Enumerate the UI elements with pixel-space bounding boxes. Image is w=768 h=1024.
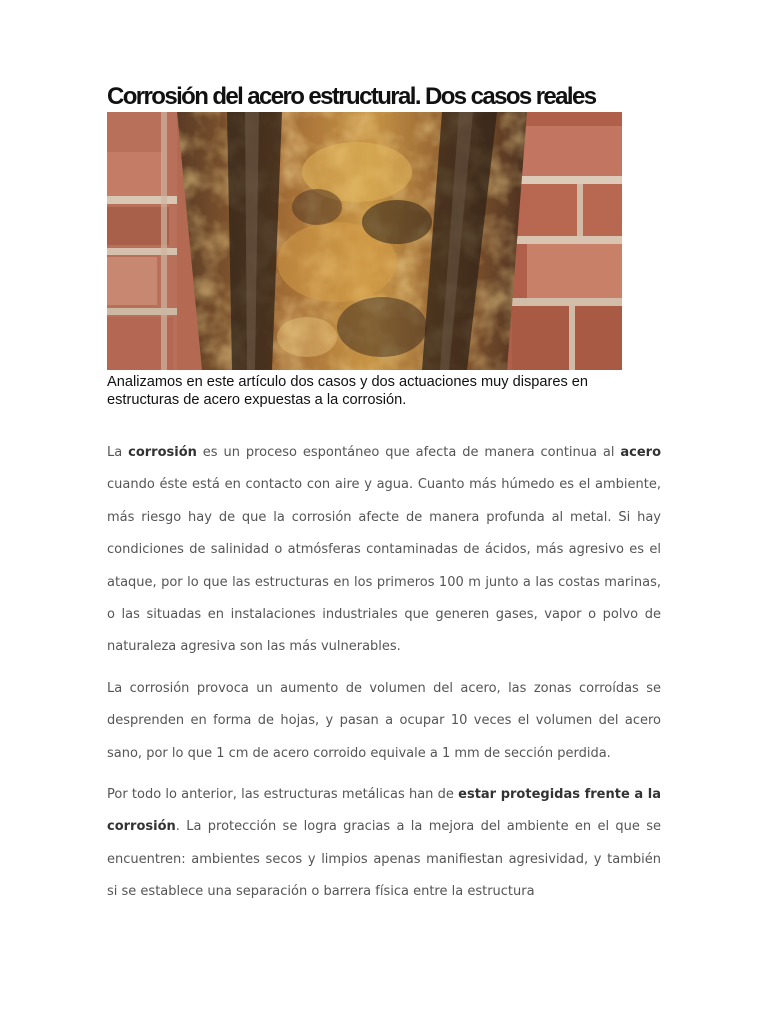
article-paragraph: La corrosión es un proceso espontáneo que afecta de manera continua al acero cuando éste está en contacto con aire y agua. Cuanto más húmedo es el ambiente, más riesgo hay de que la corrosión afecte de manera profunda al metal. Si hay condiciones de salinidad o atmósferas contaminadas de ácidos, más agresivo es el ataque, por lo que las estructuras en los primeros 100 m junto a las costas marinas, o las situadas en instalaciones industriales que generen gases, vapor o polvo de naturaleza agresiva son las más vulnerables. [107,445,661,655]
image-caption: Analizamos en este artículo dos casos y dos actuaciones muy dispares en estructuras de acero expuestas a la corrosión. [107,374,589,408]
page-title: Corrosión del acero estructural. Dos casos reales [107,83,596,110]
article-body [107,437,661,918]
keyword-protection: estar protegidas frente a la corrosión [107,787,662,835]
keyword-corrosion: corrosión [128,445,197,460]
article-paragraph: La corrosión provoca un aumento de volumen del acero, las zonas corroídas se desprenden en forma de hojas, y pasan a ocupar 10 veces el volumen del acero sano, por lo que 1 cm de acero corroido equivale a 1 mm de sección perdida. [107,680,661,761]
keyword-acero: acero [620,445,661,460]
corroded-steel-beam-photo [107,112,622,370]
article-paragraph: Por todo lo anterior, las estructuras metálicas han de estar protegidas frente a la corrosión. La protección se logra gracias a la mejora del ambiente en el que se encuentren: ambientes secos y limpios apenas manifiestan agresividad, y también si se establece una separación o barrera física entre la estructura [107,787,662,900]
